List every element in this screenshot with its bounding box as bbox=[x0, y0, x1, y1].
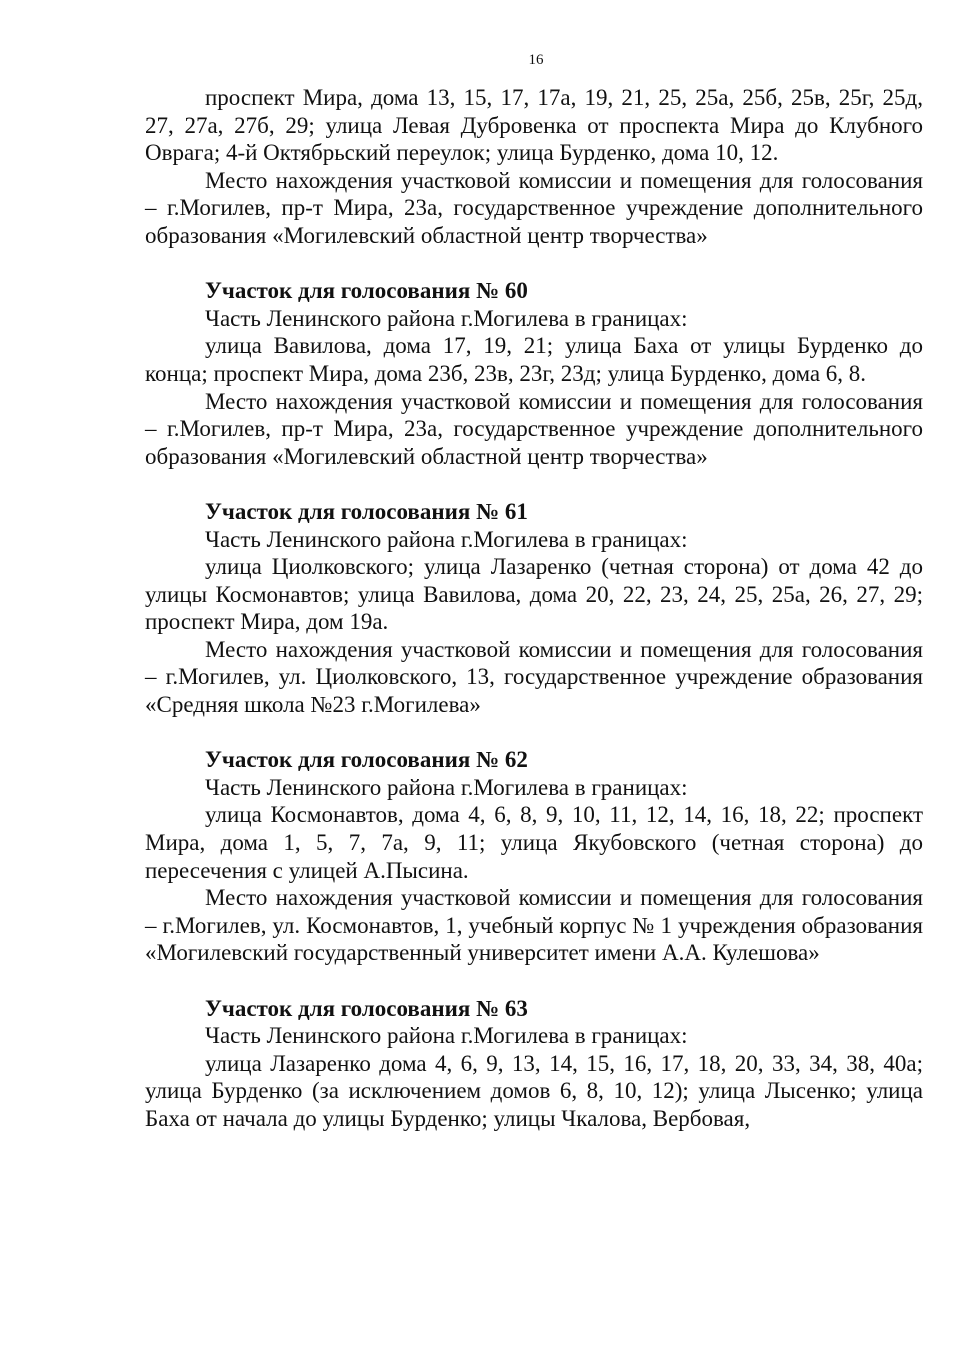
polling-station-63 bbox=[145, 995, 923, 1133]
section-location: Место нахождения участковой комиссии и помещения для голосования – г.Могилев, ул. Циолковского, 13, государственное учреждение образования «Средняя школа №23 г.Могилева» bbox=[145, 636, 923, 718]
page-number: 16 bbox=[528, 52, 544, 68]
intro-addresses: проспект Мира, дома 13, 15, 17, 17а, 19, 21, 25, 25а, 25б, 25в, 25г, 25д, 27, 27а, 27б, 29; улица Левая Дубровенка от проспекта Мира до Клубного Оврага; 4-й Октябрьский переулок; улица Бурденко, дома 10, 12. bbox=[145, 85, 923, 166]
polling-station-61 bbox=[145, 498, 923, 719]
section-title: Участок для голосования № 62 bbox=[205, 747, 528, 773]
section-addresses: улица Космонавтов, дома 4, 6, 8, 9, 10, 11, 12, 14, 16, 18, 22; проспект Мира, дома 1, 5, 7, 7а, 9, 11; улица Якубовского (четная сторона) до пересечения с улицей А.Пысина. bbox=[145, 802, 923, 883]
document-body bbox=[145, 84, 923, 1133]
section-location: Место нахождения участковой комиссии и помещения для голосования – г.Могилев, пр-т Мира, 23а, государственное учреждение дополнительного образования «Могилевский областной центр творчества» bbox=[145, 388, 923, 469]
section-district: Часть Ленинского района г.Могилева в границах: bbox=[205, 774, 688, 800]
section-district: Часть Ленинского района г.Могилева в границах: bbox=[205, 1023, 688, 1049]
section-title: Участок для голосования № 60 bbox=[205, 278, 528, 304]
section-addresses: улица Вавилова, дома 17, 19, 21; улица Баха от улицы Бурденко до конца; проспект Мира, дома 23б, 23в, 23г, 23д; улица Бурденко, дома 6, 8. bbox=[145, 333, 923, 386]
intro-location: Место нахождения участковой комиссии и помещения для голосования – г.Могилев, пр-т Мира, 23а, государственное учреждение дополнительного образования «Могилевский областной центр творчества» bbox=[145, 167, 923, 248]
section-addresses: улица Лазаренко дома 4, 6, 9, 13, 14, 15, 16, 17, 18, 20, 33, 34, 38, 40а; улица Бурденко (за исключением домов 6, 8, 10, 12); улица Лысенко; улица Баха от начала до улицы Бурденко; улицы Чкалова, Вербовая, bbox=[145, 1050, 923, 1131]
section-title: Участок для голосования № 63 bbox=[205, 995, 528, 1021]
section-location: Место нахождения участковой комиссии и помещения для голосования – г.Могилев, ул. Космонавтов, 1, учебный корпус № 1 учреждения образования «Могилевский государственный университет имени А.А. Кулешова» bbox=[145, 885, 923, 966]
section-title: Участок для голосования № 61 bbox=[205, 498, 528, 524]
section-district: Часть Ленинского района г.Могилева в границах: bbox=[205, 526, 688, 552]
section-addresses: улица Циолковского; улица Лазаренко (четная сторона) от дома 42 до улицы Космонавтов; улица Вавилова, дома 20, 22, 23, 24, 25, 25а, 26, 27, 29; проспект Мира, дом 19а. bbox=[145, 554, 923, 635]
section-district: Часть Ленинского района г.Могилева в границах: bbox=[205, 305, 688, 331]
polling-station-62 bbox=[145, 746, 923, 967]
polling-station-60 bbox=[145, 277, 923, 470]
